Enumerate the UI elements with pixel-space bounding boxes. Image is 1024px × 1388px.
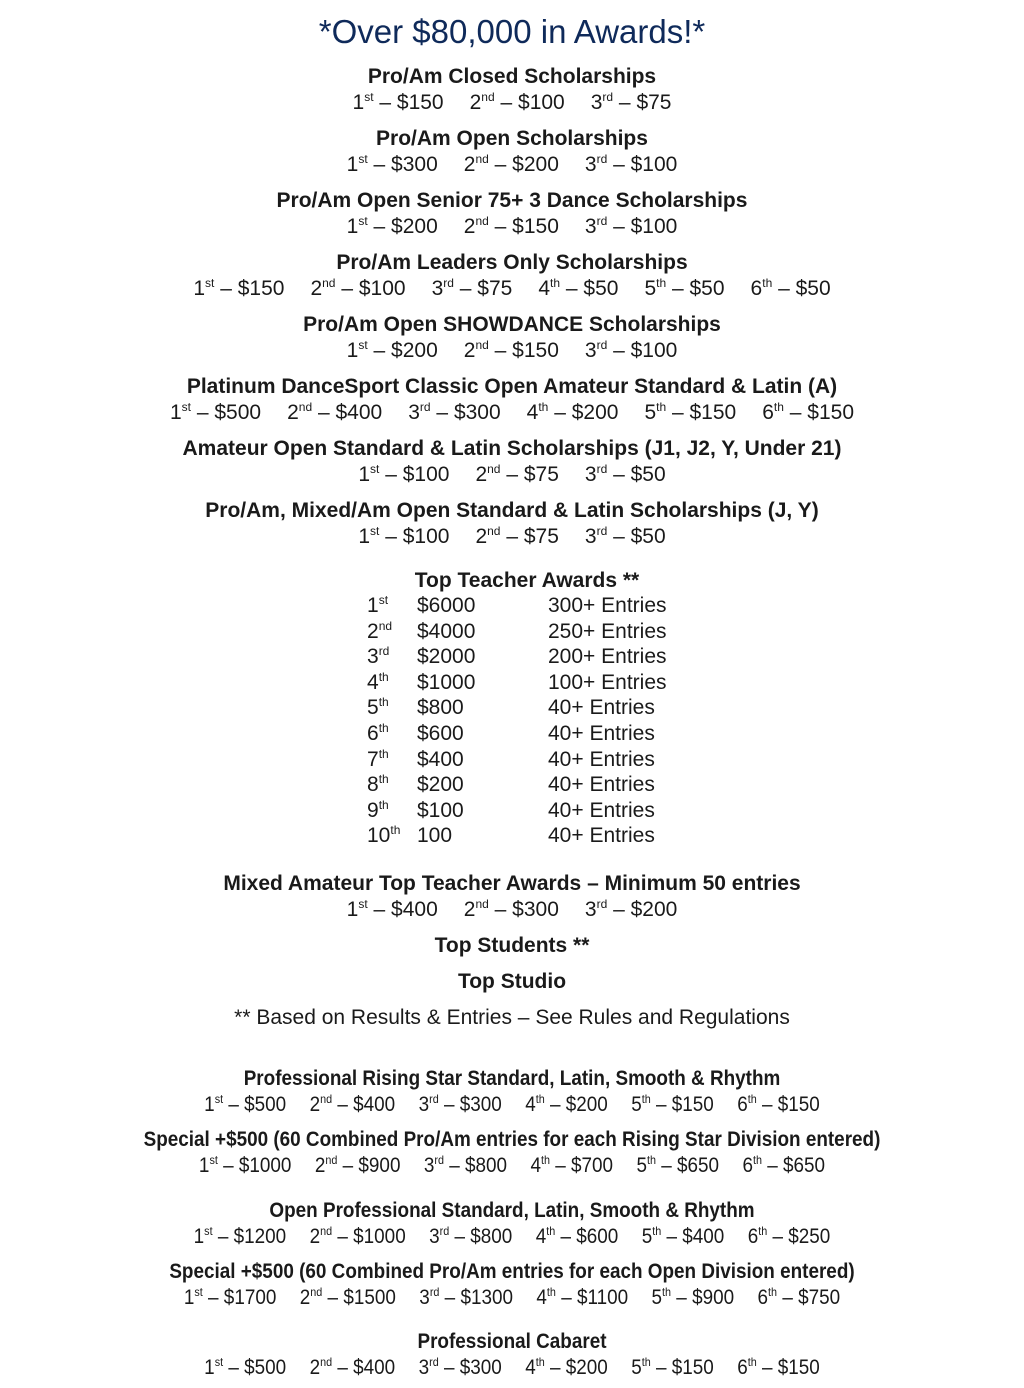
prize-item: 6th – $50 xyxy=(750,276,831,300)
top-students-heading: Top Students ** xyxy=(434,934,590,957)
prize-item: 3rd – $300 xyxy=(408,400,501,424)
section-heading: Pro/Am Closed Scholarships xyxy=(367,65,657,88)
table-row xyxy=(0,644,1024,670)
table-row xyxy=(0,670,1024,696)
prize-item: 3rd – $50 xyxy=(584,524,666,548)
award-section xyxy=(0,374,1024,426)
table-row xyxy=(0,823,1024,849)
place-cell: 4th xyxy=(367,669,389,694)
prize-item: 5th – $50 xyxy=(644,276,725,300)
prize-item: 2nd – $400 xyxy=(287,400,383,424)
prize-item: 1st – $150 xyxy=(193,276,285,300)
amount-cell: $6000 xyxy=(417,594,476,617)
prize-item: 5th – $150 xyxy=(644,400,737,424)
prize-list xyxy=(0,90,1024,116)
place-cell: 9th xyxy=(367,797,389,822)
entries-cell: 40+ Entries xyxy=(548,773,655,797)
prize-list xyxy=(51,1224,973,1250)
prize-item: 6th – $150 xyxy=(737,1355,820,1379)
prize-item: 1st – $500 xyxy=(169,400,262,424)
place-cell: 7th xyxy=(367,746,389,771)
amount-cell: 100 xyxy=(417,824,453,848)
prize-item: 1st – $100 xyxy=(358,524,450,548)
prize-item: 1st – $1700 xyxy=(183,1285,277,1309)
prize-item: 3rd – $100 xyxy=(584,214,678,238)
prize-item: 3rd – $800 xyxy=(429,1224,513,1248)
prize-item: 1st – $150 xyxy=(352,90,444,114)
prize-item: 3rd – $75 xyxy=(431,276,513,300)
prize-item: 1st – $300 xyxy=(346,152,438,176)
award-section xyxy=(0,498,1024,550)
prize-item: 3rd – $800 xyxy=(423,1153,508,1177)
entries-cell: 40+ Entries xyxy=(548,722,655,745)
table-row xyxy=(0,721,1024,747)
prize-item: 5th – $650 xyxy=(636,1153,720,1177)
prize-item: 2nd – $100 xyxy=(310,276,406,300)
place-cell: 1st xyxy=(367,593,389,617)
prize-item: 4th – $600 xyxy=(535,1224,619,1248)
prize-item: 5th – $900 xyxy=(651,1285,735,1309)
table-row xyxy=(0,747,1024,773)
table-row xyxy=(0,619,1024,645)
entries-cell: 200+ Entries xyxy=(548,645,667,669)
prize-item: 2nd – $400 xyxy=(309,1355,396,1379)
prize-item: 4th – $200 xyxy=(525,1092,608,1116)
section-heading: Pro/Am Open Scholarships xyxy=(376,127,648,150)
prize-list xyxy=(0,214,1024,240)
place-cell: 2nd xyxy=(367,618,393,643)
prize-item: 4th – $700 xyxy=(530,1153,614,1177)
prize-list xyxy=(0,152,1024,178)
prize-item: 3rd – $1300 xyxy=(419,1285,514,1309)
prize-list xyxy=(0,400,1024,426)
prize-item: 6th – $150 xyxy=(762,400,854,424)
award-section xyxy=(0,126,1024,178)
section-heading: Pro/Am, Mixed/Am Open Standard & Latin Scholarships (J, Y) xyxy=(205,499,819,522)
prize-item: 5th – $150 xyxy=(631,1092,714,1116)
section-heading: Platinum DanceSport Classic Open Amateur Standard & Latin (A) xyxy=(186,375,838,398)
prize-item: 4th – $200 xyxy=(525,1355,608,1379)
prize-item: 1st – $400 xyxy=(346,897,438,921)
section-heading: Pro/Am Open SHOWDANCE Scholarships xyxy=(303,313,721,336)
prize-item: 1st – $1200 xyxy=(193,1224,287,1248)
section-heading: Pro/Am Open Senior 75+ 3 Dance Scholarships xyxy=(276,189,748,212)
footnote: ** Based on Results & Entries – See Rules and Regulations xyxy=(234,1006,790,1029)
prize-list xyxy=(0,338,1024,364)
prize-item: 1st – $100 xyxy=(358,462,450,486)
prize-item: 2nd – $400 xyxy=(309,1092,396,1116)
award-section xyxy=(0,1066,1024,1118)
entries-cell: 300+ Entries xyxy=(548,594,667,617)
prize-list xyxy=(0,524,1024,550)
place-cell: 10th xyxy=(367,823,401,848)
prize-item: 6th – $750 xyxy=(757,1285,841,1309)
prize-item: 2nd – $75 xyxy=(475,524,559,548)
award-section xyxy=(0,188,1024,240)
entries-cell: 100+ Entries xyxy=(548,670,667,694)
page-title: *Over $80,000 in Awards!* xyxy=(318,13,706,50)
place-cell: 8th xyxy=(367,772,389,797)
prize-item: 2nd – $900 xyxy=(314,1153,401,1177)
amount-cell: $100 xyxy=(417,798,464,822)
entries-cell: 40+ Entries xyxy=(548,696,655,720)
amount-cell: $800 xyxy=(417,696,464,720)
prize-list xyxy=(51,1285,973,1311)
table-row xyxy=(0,695,1024,721)
table-row xyxy=(0,798,1024,824)
prize-list xyxy=(51,1355,973,1381)
prize-item: 2nd – $1500 xyxy=(299,1285,396,1309)
award-section xyxy=(0,64,1024,116)
prize-item: 3rd – $100 xyxy=(584,338,678,362)
section-heading: Open Professional Standard, Latin, Smooth & Rhythm xyxy=(269,1199,755,1222)
prize-list xyxy=(51,1092,973,1118)
prize-item: 1st – $500 xyxy=(204,1092,287,1116)
award-section xyxy=(0,871,1024,923)
prize-item: 3rd – $100 xyxy=(584,152,678,176)
prize-item: 1st – $200 xyxy=(346,338,438,362)
table-row xyxy=(0,772,1024,798)
prize-item: 6th – $150 xyxy=(737,1092,820,1116)
award-section xyxy=(0,1127,1024,1179)
section-heading: Professional Cabaret xyxy=(417,1330,607,1353)
prize-item: 3rd – $75 xyxy=(590,90,672,114)
prize-item: 6th – $650 xyxy=(742,1153,826,1177)
amount-cell: $2000 xyxy=(417,645,476,669)
top-studio-heading: Top Studio xyxy=(457,970,567,993)
entries-cell: 40+ Entries xyxy=(548,798,655,822)
prize-list xyxy=(51,1153,973,1179)
amount-cell: $400 xyxy=(417,747,464,771)
amount-cell: $4000 xyxy=(417,619,476,643)
prize-item: 4th – $1100 xyxy=(536,1285,629,1309)
award-section xyxy=(0,1329,1024,1381)
prize-list xyxy=(0,276,1024,302)
award-section xyxy=(0,1198,1024,1250)
top-teacher-heading: Top Teacher Awards ** xyxy=(414,569,640,592)
prize-item: 2nd – $200 xyxy=(463,152,559,176)
prize-item: 2nd – $150 xyxy=(463,338,559,362)
entries-cell: 40+ Entries xyxy=(548,824,655,848)
prize-item: 3rd – $50 xyxy=(584,462,666,486)
prize-item: 4th – $50 xyxy=(538,276,619,300)
prize-item: 2nd – $1000 xyxy=(309,1224,406,1248)
amount-cell: $1000 xyxy=(417,670,476,694)
award-section xyxy=(0,1259,1024,1311)
place-cell: 3rd xyxy=(367,644,390,669)
section-heading: Special +$500 (60 Combined Pro/Am entries for each Rising Star Division entered) xyxy=(143,1128,881,1151)
prize-item: 2nd – $75 xyxy=(475,462,559,486)
prize-item: 5th – $150 xyxy=(631,1355,714,1379)
amount-cell: $200 xyxy=(417,773,464,797)
section-heading: Professional Rising Star Standard, Latin, Smooth & Rhythm xyxy=(243,1067,781,1090)
prize-list xyxy=(0,462,1024,488)
prize-item: 1st – $500 xyxy=(204,1355,287,1379)
prize-list xyxy=(0,897,1024,923)
prize-item: 3rd – $300 xyxy=(418,1355,502,1379)
section-heading: Special +$500 (60 Combined Pro/Am entries for each Open Division entered) xyxy=(169,1260,855,1283)
award-section xyxy=(0,312,1024,364)
prize-item: 2nd – $100 xyxy=(469,90,565,114)
section-heading: Pro/Am Leaders Only Scholarships xyxy=(336,251,688,274)
prize-item: 2nd – $150 xyxy=(463,214,559,238)
entries-cell: 250+ Entries xyxy=(548,619,667,643)
prize-item: 2nd – $300 xyxy=(463,897,559,921)
award-section xyxy=(0,250,1024,302)
prize-item: 5th – $400 xyxy=(641,1224,725,1248)
table-row xyxy=(0,593,1024,619)
entries-cell: 40+ Entries xyxy=(548,747,655,771)
section-heading: Amateur Open Standard & Latin Scholarships (J1, J2, Y, Under 21) xyxy=(182,437,842,460)
prize-item: 4th – $200 xyxy=(526,400,619,424)
prize-item: 3rd – $300 xyxy=(418,1092,502,1116)
place-cell: 5th xyxy=(367,695,389,720)
prize-item: 1st – $200 xyxy=(346,214,438,238)
prize-item: 1st – $1000 xyxy=(198,1153,292,1177)
amount-cell: $600 xyxy=(417,722,464,745)
prize-item: 3rd – $200 xyxy=(584,897,678,921)
section-heading: Mixed Amateur Top Teacher Awards – Minimum 50 entries xyxy=(223,872,801,895)
place-cell: 6th xyxy=(367,721,389,745)
prize-item: 6th – $250 xyxy=(747,1224,831,1248)
award-section xyxy=(0,436,1024,488)
